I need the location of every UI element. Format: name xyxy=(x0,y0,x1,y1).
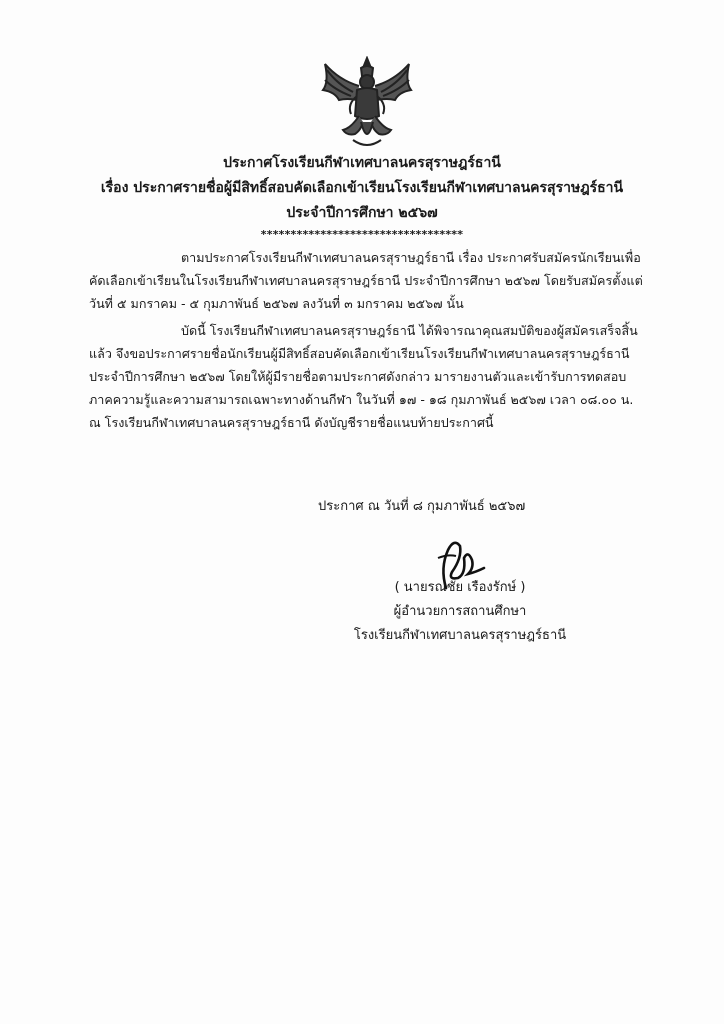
signatory-name: ( นายรณชัย เรืองรักษ์ ) xyxy=(394,580,526,595)
academic-year: ประจำปีการศึกษา ๒๕๖๗ xyxy=(286,205,438,221)
garuda-emblem-icon xyxy=(317,56,417,152)
paragraph-line: ประจำปีการศึกษา ๒๕๖๗ โดยให้ผู้มีรายชื่อตามประกาศดังกล่าว มารายงานตัวและเข้ารับการทดสอบ xyxy=(89,369,627,384)
announcement-body xyxy=(89,246,654,438)
paragraph-line: บัดนี้ โรงเรียนกีฬาเทศบาลนครสุราษฎร์ธานี ได้พิจารณาคุณสมบัติของผู้สมัครเสร็จสิ้น xyxy=(181,323,638,338)
paragraph-line: ณ โรงเรียนกีฬาเทศบาลนครสุราษฎร์ธานี ดังบัญชีรายชื่อแนบท้ายประกาศนี้ xyxy=(89,415,494,430)
paragraph-line: ตามประกาศโรงเรียนกีฬาเทศบาลนครสุราษฎร์ธานี เรื่อง ประกาศรับสมัครนักเรียนเพื่อ xyxy=(181,250,641,265)
signatory-position: ผู้อำนวยการสถานศึกษา xyxy=(393,604,527,619)
paragraph-1 xyxy=(89,246,654,315)
star-divider: ********************************** xyxy=(260,228,464,241)
signatory-block xyxy=(340,576,580,648)
paragraph-line: วันที่ ๕ มกราคม - ๕ กุมภาพันธ์ ๒๕๖๗ ลงวันที่ ๓ มกราคม ๒๕๖๗ นั้น xyxy=(89,296,464,311)
paragraph-2 xyxy=(89,319,654,434)
announcement-header xyxy=(60,151,664,242)
announcement-title: ประกาศโรงเรียนกีฬาเทศบาลนครสุราษฎร์ธานี xyxy=(223,155,501,171)
paragraph-line: ภาคความรู้และความสามารถเฉพาะทางด้านกีฬา ในวันที่ ๑๗ - ๑๘ กุมภาพันธ์ ๒๕๖๗ เวลา ๐๘.๐๐ น. xyxy=(89,392,634,407)
announcement-date: ประกาศ ณ วันที่ ๘ กุมภาพันธ์ ๒๕๖๗ xyxy=(318,499,526,514)
announcement-subject: เรื่อง ประกาศรายชื่อผู้มีสิทธิ์สอบคัดเลือกเข้าเรียนโรงเรียนกีฬาเทศบาลนครสุราษฎร์ธานี xyxy=(100,180,624,196)
signatory-organization: โรงเรียนกีฬาเทศบาลนครสุราษฎร์ธานี xyxy=(353,628,567,643)
paragraph-line: คัดเลือกเข้าเรียนในโรงเรียนกีฬาเทศบาลนครสุราษฎร์ธานี ประจำปีการศึกษา ๒๕๖๗ โดยรับสมัครตั้งแต่ xyxy=(89,273,643,288)
paragraph-line: แล้ว จึงขอประกาศรายชื่อนักเรียนผู้มีสิทธิ์สอบคัดเลือกเข้าเรียนโรงเรียนกีฬาเทศบาลนครสุราษฎร์ธานี xyxy=(89,346,630,361)
